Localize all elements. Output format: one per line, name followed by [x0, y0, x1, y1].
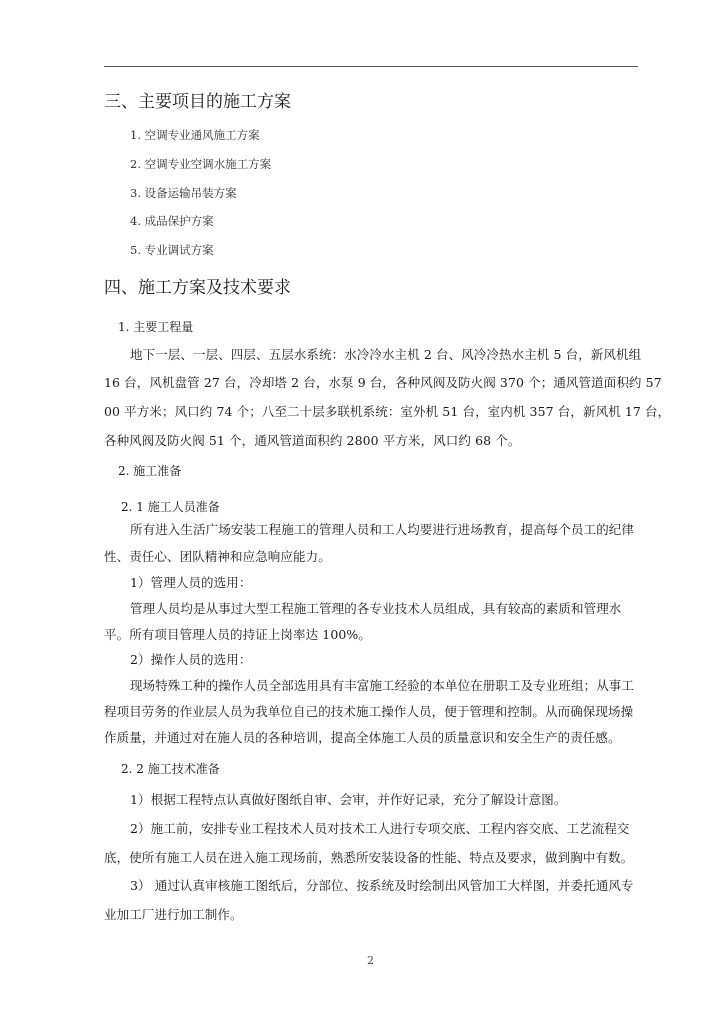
subsection-title: 2. 施工准备 [118, 464, 182, 478]
paragraph-line: 现场特殊工种的操作人员全部选用具有丰富施工经验的本单位在册职工及专业班组；从事工 [130, 678, 635, 693]
paragraph-line: 2）操作人员的选用： [130, 652, 252, 667]
subsection-title: 1. 主要工程量 [118, 320, 194, 334]
paragraph-line: 程项目劳务的作业层人员为我单位自己的技术施工操作人员，便于管理和控制。从而确保现场操 [104, 704, 634, 719]
paragraph-line: 3） 通过认真审核施工图纸后，分部位、按系统及时绘制出风管加工大样图，并委托通风专 [130, 878, 634, 893]
section-4-title: 四、施工方案及技术要求 [104, 278, 291, 298]
paragraph-line: 1）管理人员的选用： [130, 575, 252, 590]
paragraph-line: 所有进入生活广场安装工程施工的管理人员和工人均要进行进场教育，提高每个员工的纪律 [130, 522, 635, 537]
paragraph-line: 业加工厂进行加工制作。 [104, 907, 243, 922]
paragraph-line: 1）根据工程特点认真做好图纸自审、会审，并作好记录，充分了解设计意图。 [130, 792, 567, 807]
list-item: 4. 成品保护方案 [130, 214, 214, 228]
paragraph-line: 管理人员均是从事过大型工程施工管理的各专业技术人员组成，具有较高的素质和管理水 [130, 601, 622, 616]
section-3-title: 三、主要项目的施工方案 [104, 92, 291, 112]
list-item: 1. 空调专业通风施工方案 [130, 128, 260, 142]
paragraph-line: 作质量，并通过对在施人员的各种培训，提高全体施工人员的质量意识和安全生产的责任感。 [104, 730, 621, 745]
list-item: 5. 专业调试方案 [130, 243, 214, 257]
paragraph-line: 地下一层、一层、四层、五层水系统：水冷冷水主机 2 台、风冷冷热水主机 5 台，新风机组 [130, 347, 642, 362]
paragraph-line: 底，使所有施工人员在进入施工现场前，熟悉所安装设备的性能、特点及要求，做到胸中有数。 [104, 850, 634, 865]
subsection-title: 2. 1 施工人员准备 [121, 500, 220, 514]
paragraph-line: 性、责任心、团队精神和应急响应能力。 [104, 549, 331, 564]
page-number: 2 [367, 954, 374, 967]
subsection-title: 2. 2 施工技术准备 [121, 762, 220, 776]
paragraph-line: 16 台，风机盘管 27 台，冷却塔 2 台，水泵 9 台，各种风阀及防火阀 370 个；通风管道面积约 57 [104, 375, 662, 390]
paragraph-line: 2）施工前，安排专业工程技术人员对技术工人进行专项交底、工程内容交底、工艺流程交 [130, 821, 630, 836]
paragraph-line: 00 平方米；风口约 74 个；八至二十层多联机系统：室外机 51 台，室内机 357 台，新风机 17 台， [104, 404, 671, 419]
paragraph-line: 平。所有项目管理人员的持证上岗率达 100%。 [104, 627, 372, 642]
paragraph-line: 各种风阀及防火阀 51 个，通风管道面积约 2800 平方米，风口约 68 个。 [104, 433, 521, 448]
list-item: 2. 空调专业空调水施工方案 [130, 157, 272, 171]
header-rule [104, 66, 638, 67]
list-item: 3. 设备运输吊装方案 [130, 186, 237, 200]
